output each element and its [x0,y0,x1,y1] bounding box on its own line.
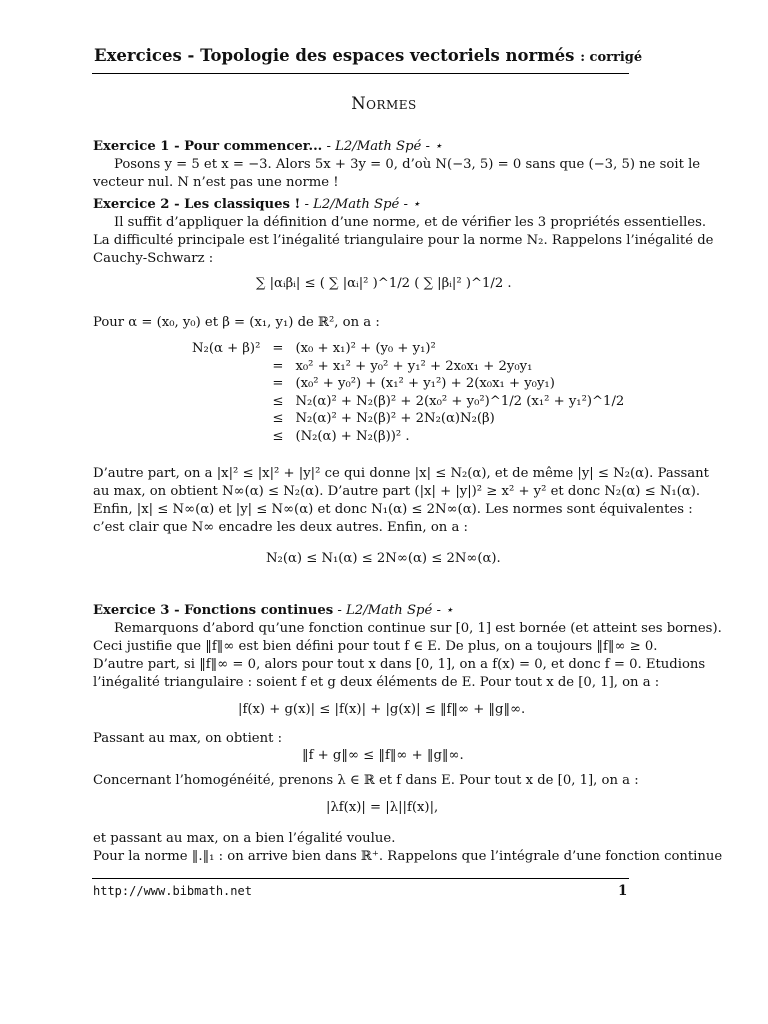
derivation-row [186,410,630,428]
derivation-rhs: (N₂(α) + N₂(β))² . [295,428,410,444]
exercise-2-para-2-line-1: D’autre part, on a |x|² ≤ |x|² + |y|² ce qui donne |x| ≤ N₂(α), et de même |y| ≤ N₂(α). Passant [93,466,709,481]
exercise-2-line-4: Pour α = (x₀, y₀) et β = (x₁, y₁) de ℝ², on a : [93,315,380,330]
exercise-2-para-2-line-2: au max, on obtient N∞(α) ≤ N₂(α). D’autre part (|x| + |y|)² ≥ x² + y² et donc N₂(α) ≤ N₁(α). [93,484,701,499]
footer-url-link[interactable]: http://www.bibmath.net [93,884,252,898]
exercise-2-para-2-line-3: Enfin, |x| ≤ N∞(α) et |y| ≤ N∞(α) et donc N₁(α) ≤ 2N∞(α). Les normes sont équivalentes : [93,502,693,517]
exercise-3-equation-1: |f(x) + g(x)| ≤ |f(x)| + |g(x)| ≤ ‖f‖∞ + ‖g‖∞. [238,702,526,717]
exercise-3-line-1: Remarquons d’abord qu’une fonction continue sur [0, 1] est bornée (et atteint ses bornes). [114,621,722,636]
exercise-3-equation-3: |λf(x)| = |λ||f(x)|, [326,800,439,815]
derivation-lhs [186,358,266,376]
derivation-lhs [186,375,266,393]
cauchy-schwarz-formula: ∑ |αᵢβᵢ| ≤ ( ∑ |αᵢ|² )^1/2 ( ∑ |βᵢ|² )^1/2 . [256,276,512,291]
exercise-2-heading [93,196,420,214]
exercise-3-line-4: l’inégalité triangulaire : soient f et g deux éléments de E. Pour tout x de [0, 1], on a : [93,675,660,690]
exercise-2-line-3: Cauchy-Schwarz : [93,251,214,266]
exercise-3-line-2: Ceci justifie que ‖f‖∞ est bien défini pour tout f ∈ E. De plus, on a toujours ‖f‖∞ ≥ 0. [93,639,658,654]
norms-equivalence-formula: N₂(α) ≤ N₁(α) ≤ 2N∞(α) ≤ 2N∞(α). [266,551,501,566]
exercise-1-tag: - L2/Math Spé - ⋆ [322,139,443,154]
derivation-row [186,340,630,358]
title-suffix: : corrigé [580,50,643,65]
derivation-rhs: (x₀² + y₀²) + (x₁² + y₁²) + 2(x₀x₁ + y₀y₁) [295,376,555,391]
derivation-rhs: (x₀ + x₁)² + (y₀ + y₁)² [295,341,436,356]
derivation-lhs [186,393,266,411]
derivation-row [186,428,630,446]
exercise-2-tag: - L2/Math Spé - ⋆ [300,197,421,212]
derivation-relation: ≤ [272,428,284,444]
section-heading: Normes [351,94,417,113]
exercise-2-line-1: Il suffit d’appliquer la définition d’une norme, et de vérifier les 3 propriétés essentielles. [114,215,707,230]
derivation-rhs: N₂(α)² + N₂(β)² + 2(x₀² + y₀²)^1/2 (x₁² + y₁²)^1/2 [295,393,625,409]
exercise-2-title: Exercice 2 - Les classiques ! [93,197,301,212]
derivation-relation: = [272,376,284,391]
derivation-relation: = [272,341,284,356]
exercise-1-line-1: Posons y = 5 et x = −3. Alors 5x + 3y = 0, d’où N(−3, 5) = 0 sans que (−3, 5) ne soit le [114,157,701,172]
exercise-3-line-7: et passant au max, on a bien l’égalité voulue. [93,831,396,846]
exercise-3-title: Exercice 3 - Fonctions continues [93,603,334,618]
derivation-relation: ≤ [272,411,284,426]
derivation-rhs: x₀² + x₁² + y₀² + y₁² + 2x₀x₁ + 2y₀y₁ [295,358,533,374]
page-number: 1 [618,883,628,899]
header-rule [92,73,629,74]
exercise-3-line-6: Concernant l’homogénéité, prenons λ ∈ ℝ et f dans E. Pour tout x de [0, 1], on a : [93,773,639,788]
derivation-lhs: N₂(α + β)² [192,341,261,356]
derivation-lhs [186,428,266,446]
document-title [94,46,643,65]
derivation-relation: ≤ [272,393,284,409]
exercise-1-heading [93,138,442,156]
exercise-3-line-3: D’autre part, si ‖f‖∞ = 0, alors pour tout x dans [0, 1], on a f(x) = 0, et donc f = 0. Etudions [93,657,706,672]
exercise-3-line-5: Passant au max, on obtient : [93,731,283,746]
exercise-3-equation-2: ‖f + g‖∞ ≤ ‖f‖∞ + ‖g‖∞. [302,748,464,763]
exercise-1-line-2: vecteur nul. N n’est pas une norme ! [93,175,339,190]
derivation-rhs: N₂(α)² + N₂(β)² + 2N₂(α)N₂(β) [295,411,495,426]
exercise-3-tag: - L2/Math Spé - ⋆ [333,603,454,618]
footer-rule [92,878,629,879]
derivation-relation: = [272,358,284,374]
exercise-3-line-8: Pour la norme ‖.‖₁ : on arrive bien dans ℝ⁺. Rappelons que l’intégrale d’une fonction continue [93,849,723,864]
exercise-2-line-2: La difficulté principale est l’inégalité triangulaire pour la norme N₂. Rappelons l’inégalité de [93,233,714,248]
exercise-3-heading [93,602,453,620]
triangle-inequality-derivation [186,340,630,445]
derivation-row [186,358,630,376]
derivation-row [186,393,630,411]
derivation-lhs [186,410,266,428]
title-text: Exercices - Topologie des espaces vectoriels normés [94,46,575,65]
derivation-row [186,375,630,393]
exercise-2-para-2-line-4: c’est clair que N∞ encadre les deux autres. Enfin, on a : [93,520,468,535]
exercise-1-title: Exercice 1 - Pour commencer... [93,139,323,154]
